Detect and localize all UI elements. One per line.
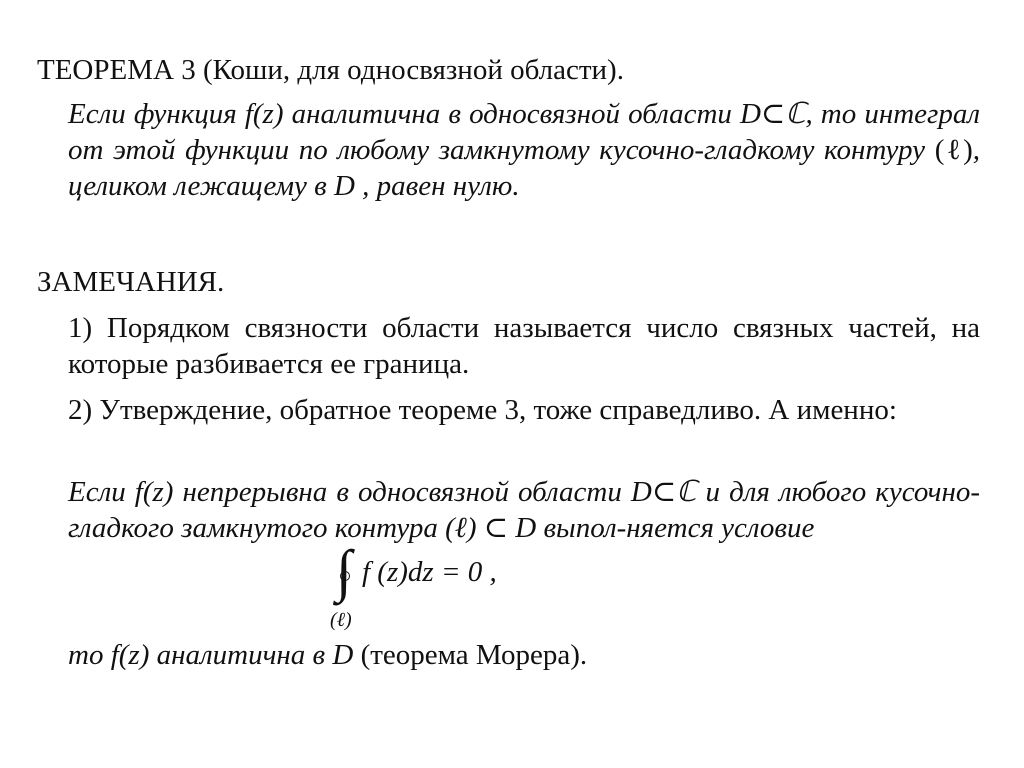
theorem-heading: ТЕОРЕМА 3 (Коши, для односвязной области). [37, 54, 624, 86]
integral-sign-icon: ∫ [336, 538, 352, 603]
theorem-text-a: Если функция [68, 98, 245, 130]
integral-expression: f (z)dz = 0 , [362, 556, 497, 588]
theorem-function: f(z) [244, 98, 284, 130]
integral-subscript: (ℓ) [330, 609, 352, 631]
remark-1: 1) Порядком связности области называется число связных частей, на которые разбивается ее граница. [68, 312, 980, 380]
theorem-text-b: аналитична в односвязной области D⊂ℂ, то интеграл от этой функции по любому замкнутому кусочно-гладкому контуру [68, 98, 980, 166]
morera-theorem-name: (теорема Морера). [353, 639, 588, 671]
theorem-statement [68, 96, 980, 204]
morera-statement: Если f(z) непрерывна в односвязной области D⊂ℂ и для любого кусочно-гладкого замкнутого контура (ℓ) ⊂ D выпол-няется условие [68, 476, 980, 544]
remarks-heading: ЗАМЕЧАНИЯ. [37, 266, 225, 298]
contour-integral-formula [330, 538, 570, 638]
morera-conclusion [68, 637, 587, 673]
morera-conclusion-italic: то f(z) аналитична в D [68, 639, 354, 671]
theorem-text-c: , целиком лежащему в D , равен нулю. [68, 134, 980, 202]
remark-2: 2) Утверждение, обратное теореме 3, тоже справедливо. А именно: [68, 394, 897, 426]
contour-circle-icon [340, 571, 350, 581]
theorem-contour: (ℓ) [934, 134, 973, 166]
